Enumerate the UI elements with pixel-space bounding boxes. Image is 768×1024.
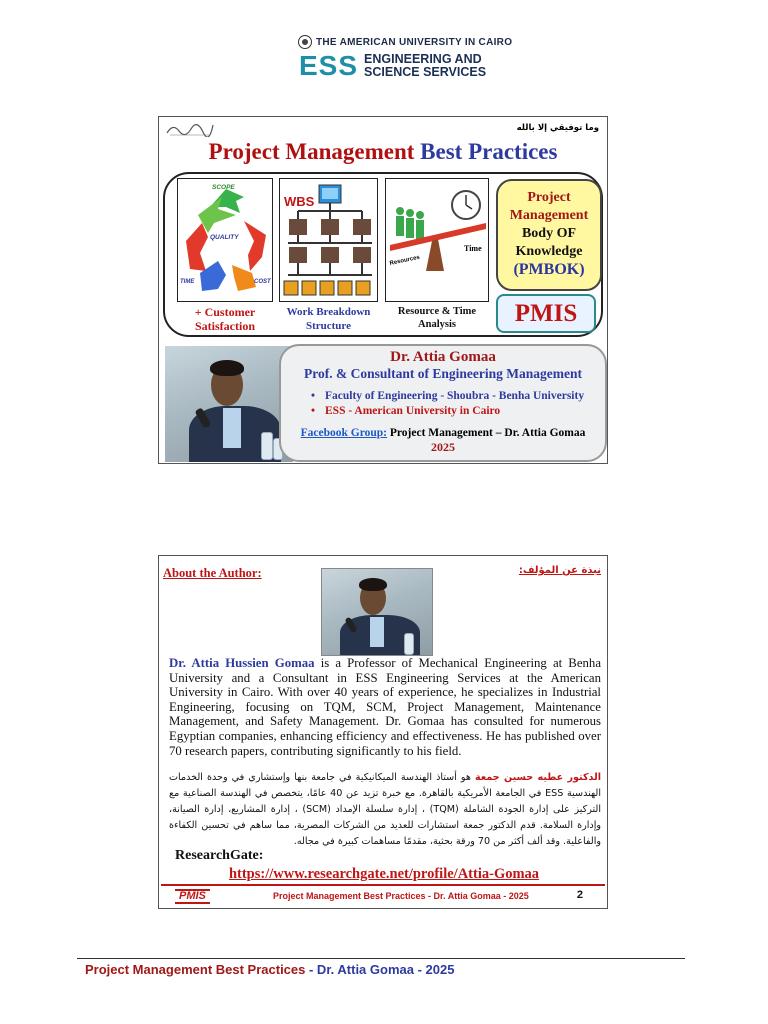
page-footer-author: - Dr. Attia Gomaa - 2025 <box>305 962 455 977</box>
triple-constraint-image <box>177 178 273 302</box>
page-footer-rule <box>77 958 685 959</box>
slide-page-number: 2 <box>576 889 583 901</box>
pmis-footer-logo: PMIS <box>175 889 210 904</box>
wbs-label: WBS <box>284 194 315 209</box>
resource-time-image <box>385 178 489 302</box>
cost-label: COST <box>254 279 271 285</box>
bio-english <box>169 656 601 758</box>
author-info-card <box>279 344 607 462</box>
facebook-group-name: Project Management – Dr. Attia Gomaa <box>389 427 586 439</box>
researchgate-label: ResearchGate: <box>175 848 264 863</box>
auc-seal-icon <box>298 35 312 49</box>
resources-label: Resources <box>389 254 421 267</box>
facebook-group-link[interactable]: Facebook Group: <box>300 427 388 439</box>
pmbok-line4: Knowledge <box>515 244 583 259</box>
slide-footer-text: Project Management Best Practices - Dr. Attia Gomaa - 2025 <box>273 891 529 901</box>
bio-arabic <box>169 770 601 850</box>
caption-resource-time: Resource & Time Analysis <box>397 306 477 330</box>
bio-text-ar: هو أستاذ الهندسة الميكانيكية في جامعة بنها وإستشاري في وحدة الخدمات الهندسية ESS في الجامعة الأمريكية بالقاهرة. مع خبرة تزيد عن 40 عامًا، يتخصص في الهندسة الصناعية مع التركيز على إدارة الجودة الشاملة (TQM) ، إدارة سلسلة الإمداد (SCM) ، إدارة المشاريع، إدارة الصيانة، وإدارة السلامة. قدم الدكتور جمعة استشارات للعديد من الشركات المصرية، مما ساهم في تحسين الكفاءة والفاعلية. وقد ألف أكثر من 70 ورقة بحثية، مقدمًا مساهمات كبيرة في مجاله. <box>169 772 602 847</box>
auc-header <box>298 35 512 49</box>
about-author-heading: About the Author: <box>163 566 262 580</box>
researchgate-link[interactable]: https://www.researchgate.net/profile/Attia-Gomaa <box>228 866 540 882</box>
affiliation-item: • ESS - American University in Cairo <box>311 405 501 417</box>
pmbok-line5: (PMBOK) <box>513 261 585 278</box>
affiliation-item: • Faculty of Engineering - Shoubra - Benha University <box>311 390 585 402</box>
ess-logo-mark: ESS <box>299 50 359 81</box>
quality-label: QUALITY <box>210 234 239 241</box>
facebook-group-line <box>281 426 605 440</box>
bullet-icon: • <box>311 405 316 417</box>
ess-logo-text <box>364 53 486 79</box>
author-photo <box>165 346 293 462</box>
pmbok-line3: Body OF <box>521 226 577 241</box>
arabic-dua: وما توفيقي إلا بالله <box>516 123 599 133</box>
slide-cover <box>158 116 608 464</box>
bio-name-ar: الدكتور عطيه حسين جمعة <box>475 772 601 783</box>
caption-customer-satisfaction: + Customer Satisfaction <box>194 305 256 333</box>
time-label: TIME <box>180 279 195 285</box>
author-title: Prof. & Consultant of Engineering Management <box>304 366 582 381</box>
bio-name: Dr. Attia Hussien Gomaa <box>169 656 315 670</box>
wbs-image <box>279 178 378 302</box>
page-footer <box>85 962 454 977</box>
page-footer-title: Project Management Best Practices <box>85 962 306 977</box>
scope-label: SCOPE <box>212 184 235 191</box>
university-name: THE AMERICAN UNIVERSITY IN CAIRO <box>316 36 513 48</box>
ess-logo <box>299 50 486 82</box>
caption-wbs: Work Breakdown Structure <box>286 306 371 332</box>
time-axis-label: Time <box>464 244 482 253</box>
bullet-icon: • <box>311 390 316 402</box>
title-part1: Project Management <box>208 139 415 164</box>
slide-title <box>159 139 607 165</box>
slide-about-author <box>158 555 608 909</box>
slide-footer <box>161 884 605 908</box>
basmala-calligraphy <box>165 121 215 141</box>
cover-year: 2025 <box>431 440 455 454</box>
ess-logo-line1: ENGINEERING AND <box>364 52 482 66</box>
pmbok-line1: Project <box>527 190 571 205</box>
affiliation-list <box>281 389 605 419</box>
pmis-box: PMIS <box>496 294 596 333</box>
title-part2: Best Practices <box>420 139 558 164</box>
about-author-heading-ar: نبذة عن المؤلف: <box>518 565 601 576</box>
pmbok-box <box>496 179 602 291</box>
bio-text: is a Professor of Mechanical Engineering at Benha University and a Consultant in ESS Engineering Services at the American University in Cairo. With over 40 years of experience, he specializes in Industrial Engineering, focusing on TQM, SCM, Project Management, Maintenance Management, and Safety Management. Dr. Gomaa has consulted for numerous Egyptian companies, enhancing efficiency and effectiveness. He has published over 70 research papers, contributing significantly to his field. <box>169 656 602 758</box>
author-name: Dr. Attia Gomaa <box>390 349 496 365</box>
ess-logo-line2: SCIENCE SERVICES <box>364 65 487 79</box>
author-photo-small <box>321 568 433 656</box>
pmbok-line2: Management <box>509 208 589 223</box>
